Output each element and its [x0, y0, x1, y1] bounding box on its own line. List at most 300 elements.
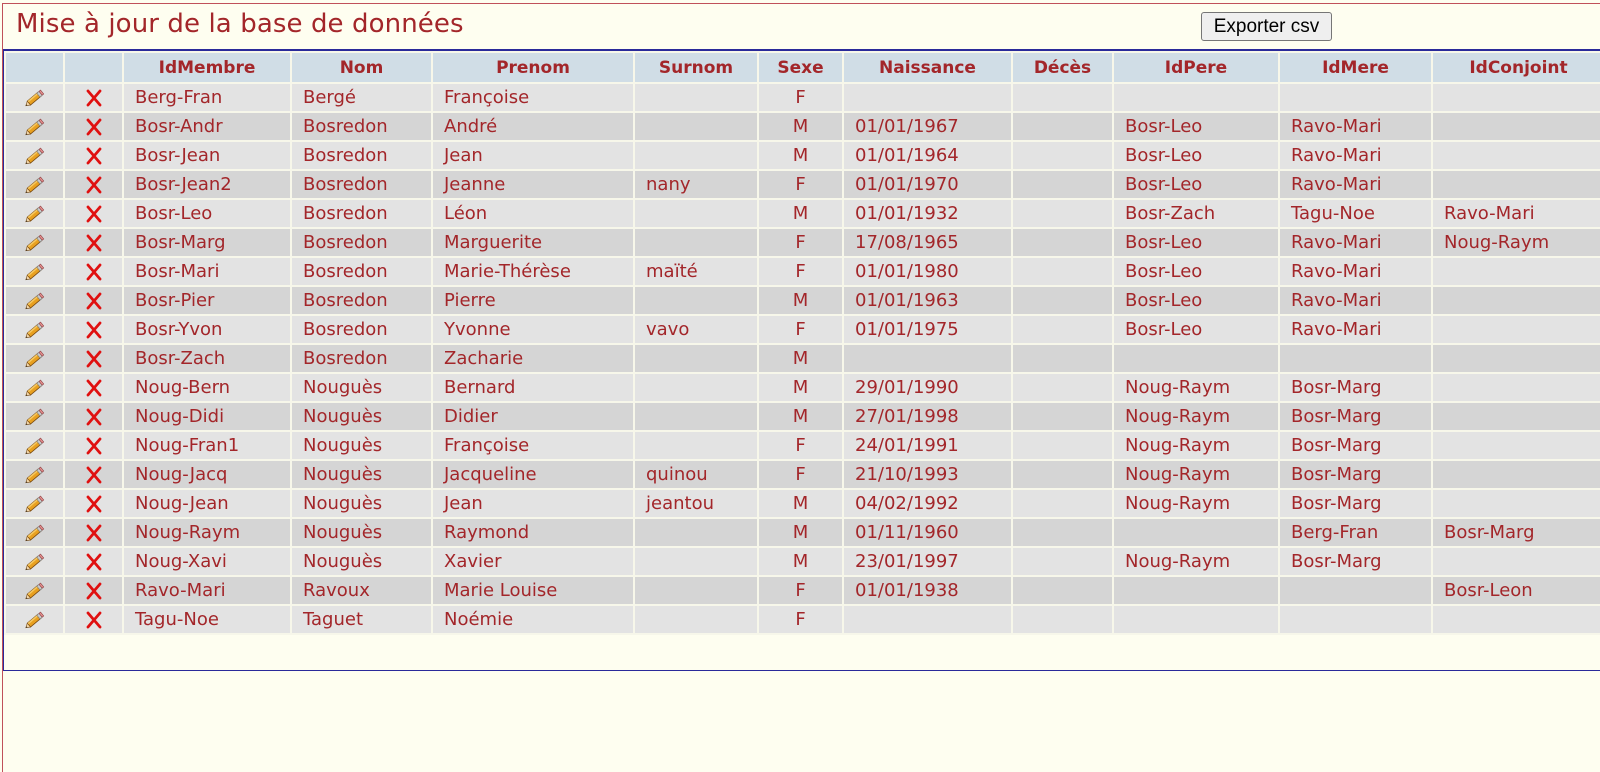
- idmembre-cell: Bosr-Jean: [123, 141, 291, 170]
- nom-cell: Bosredon: [291, 315, 432, 344]
- delete-cell: [64, 141, 123, 170]
- sexe-cell: F: [758, 315, 843, 344]
- idconjoint-cell: [1432, 83, 1600, 112]
- idmembre-cell: Noug-Fran1: [123, 431, 291, 460]
- sexe-cell: F: [758, 83, 843, 112]
- pencil-icon[interactable]: [24, 551, 46, 572]
- table-row: [5, 431, 1600, 460]
- idconjoint-cell: [1432, 431, 1600, 460]
- idpere-cell: Bosr-Leo: [1113, 228, 1279, 257]
- idmere-cell: [1279, 83, 1432, 112]
- prenom-cell: Jacqueline: [432, 460, 634, 489]
- nom-cell: Nouguès: [291, 518, 432, 547]
- pencil-icon[interactable]: [24, 609, 46, 630]
- idconjoint-cell: [1432, 112, 1600, 141]
- pencil-icon[interactable]: [24, 435, 46, 456]
- prenom-cell: Bernard: [432, 373, 634, 402]
- idpere-cell: Bosr-Zach: [1113, 199, 1279, 228]
- prenom-cell: André: [432, 112, 634, 141]
- edit-cell: [5, 518, 64, 547]
- surnom-header: Surnom: [634, 52, 758, 83]
- deces-cell: [1012, 547, 1113, 576]
- idmembre-cell: Bosr-Jean2: [123, 170, 291, 199]
- naissance-cell: 04/02/1992: [843, 489, 1012, 518]
- table-row: [5, 344, 1600, 373]
- delete-icon[interactable]: [84, 348, 104, 369]
- delete-icon[interactable]: [84, 174, 104, 195]
- edit-cell: [5, 286, 64, 315]
- table-row: [5, 199, 1600, 228]
- idpere-cell: [1113, 605, 1279, 634]
- deces-cell: [1012, 431, 1113, 460]
- surnom-cell: [634, 576, 758, 605]
- table-row: [5, 112, 1600, 141]
- prenom-cell: Jeanne: [432, 170, 634, 199]
- delete-icon[interactable]: [84, 609, 104, 630]
- edit-cell: [5, 460, 64, 489]
- pencil-icon[interactable]: [24, 580, 46, 601]
- edit-cell: [5, 83, 64, 112]
- sexe-cell: M: [758, 402, 843, 431]
- nom-cell: Nouguès: [291, 402, 432, 431]
- nom-cell: Taguet: [291, 605, 432, 634]
- delete-icon[interactable]: [84, 145, 104, 166]
- surnom-cell: nany: [634, 170, 758, 199]
- table-row: [5, 286, 1600, 315]
- idmembre-cell: Noug-Bern: [123, 373, 291, 402]
- naissance-cell: 01/01/1932: [843, 199, 1012, 228]
- naissance-cell: 23/01/1997: [843, 547, 1012, 576]
- table-row: [5, 605, 1600, 634]
- prenom-cell: Marguerite: [432, 228, 634, 257]
- sexe-cell: F: [758, 460, 843, 489]
- idpere-cell: Bosr-Leo: [1113, 170, 1279, 199]
- delete-column-header: [64, 52, 123, 83]
- idpere-cell: Bosr-Leo: [1113, 112, 1279, 141]
- sexe-cell: M: [758, 373, 843, 402]
- idconjoint-header: IdConjoint: [1432, 52, 1600, 83]
- nom-cell: Bosredon: [291, 257, 432, 286]
- surnom-cell: jeantou: [634, 489, 758, 518]
- sexe-cell: M: [758, 112, 843, 141]
- table-row: [5, 228, 1600, 257]
- table-row: [5, 141, 1600, 170]
- table-row: [5, 170, 1600, 199]
- idconjoint-cell: Bosr-Leon: [1432, 576, 1600, 605]
- idpere-cell: Bosr-Leo: [1113, 141, 1279, 170]
- delete-icon[interactable]: [84, 87, 104, 108]
- deces-cell: [1012, 286, 1113, 315]
- delete-cell: [64, 112, 123, 141]
- naissance-cell: 27/01/1998: [843, 402, 1012, 431]
- sexe-cell: M: [758, 489, 843, 518]
- delete-cell: [64, 228, 123, 257]
- idpere-cell: Bosr-Leo: [1113, 286, 1279, 315]
- surnom-cell: [634, 199, 758, 228]
- table-header-row: [5, 52, 1600, 83]
- pencil-icon[interactable]: [24, 464, 46, 485]
- idpere-cell: Noug-Raym: [1113, 373, 1279, 402]
- edit-column-header: [5, 52, 64, 83]
- prenom-cell: Françoise: [432, 83, 634, 112]
- delete-cell: [64, 373, 123, 402]
- idconjoint-cell: [1432, 170, 1600, 199]
- sexe-cell: F: [758, 170, 843, 199]
- surnom-cell: [634, 286, 758, 315]
- edit-cell: [5, 199, 64, 228]
- pencil-icon[interactable]: [24, 261, 46, 282]
- idconjoint-cell: [1432, 460, 1600, 489]
- deces-cell: [1012, 518, 1113, 547]
- delete-cell: [64, 344, 123, 373]
- idmere-cell: Tagu-Noe: [1279, 199, 1432, 228]
- sexe-cell: M: [758, 199, 843, 228]
- delete-icon[interactable]: [84, 232, 104, 253]
- deces-cell: [1012, 228, 1113, 257]
- edit-cell: [5, 605, 64, 634]
- idmere-header: IdMere: [1279, 52, 1432, 83]
- table-row: [5, 576, 1600, 605]
- prenom-cell: Jean: [432, 489, 634, 518]
- delete-icon[interactable]: [84, 203, 104, 224]
- idmere-cell: Bosr-Marg: [1279, 460, 1432, 489]
- delete-icon[interactable]: [84, 261, 104, 282]
- idconjoint-cell: [1432, 489, 1600, 518]
- naissance-cell: [843, 344, 1012, 373]
- sexe-cell: M: [758, 286, 843, 315]
- idmere-cell: Bosr-Marg: [1279, 489, 1432, 518]
- idconjoint-cell: [1432, 141, 1600, 170]
- idmembre-cell: Bosr-Zach: [123, 344, 291, 373]
- deces-cell: [1012, 83, 1113, 112]
- naissance-cell: 21/10/1993: [843, 460, 1012, 489]
- idpere-header: IdPere: [1113, 52, 1279, 83]
- table-row: [5, 460, 1600, 489]
- delete-icon[interactable]: [84, 551, 104, 572]
- delete-icon[interactable]: [84, 435, 104, 456]
- surnom-cell: [634, 605, 758, 634]
- table-row: [5, 373, 1600, 402]
- idmembre-cell: Noug-Xavi: [123, 547, 291, 576]
- idmembre-cell: Noug-Jean: [123, 489, 291, 518]
- idmembre-cell: Bosr-Leo: [123, 199, 291, 228]
- nom-cell: Bosredon: [291, 286, 432, 315]
- idpere-cell: Noug-Raym: [1113, 489, 1279, 518]
- edit-cell: [5, 576, 64, 605]
- sexe-cell: M: [758, 344, 843, 373]
- delete-icon[interactable]: [84, 522, 104, 543]
- naissance-cell: 17/08/1965: [843, 228, 1012, 257]
- deces-cell: [1012, 373, 1113, 402]
- deces-cell: [1012, 402, 1113, 431]
- edit-cell: [5, 344, 64, 373]
- idpere-cell: Noug-Raym: [1113, 460, 1279, 489]
- naissance-cell: 01/11/1960: [843, 518, 1012, 547]
- idmere-cell: Ravo-Mari: [1279, 170, 1432, 199]
- nom-cell: Nouguès: [291, 547, 432, 576]
- delete-icon[interactable]: [84, 493, 104, 514]
- prenom-cell: Yvonne: [432, 315, 634, 344]
- surnom-cell: [634, 373, 758, 402]
- prenom-cell: Didier: [432, 402, 634, 431]
- nom-cell: Nouguès: [291, 373, 432, 402]
- idmere-cell: Ravo-Mari: [1279, 141, 1432, 170]
- page-title: Mise à jour de la base de données: [16, 9, 464, 39]
- idmere-cell: [1279, 344, 1432, 373]
- delete-icon[interactable]: [84, 290, 104, 311]
- nom-cell: Nouguès: [291, 431, 432, 460]
- idmembre-cell: Tagu-Noe: [123, 605, 291, 634]
- naissance-cell: 01/01/1970: [843, 170, 1012, 199]
- sexe-cell: M: [758, 547, 843, 576]
- nom-cell: Bosredon: [291, 141, 432, 170]
- idmere-cell: Bosr-Marg: [1279, 547, 1432, 576]
- idmembre-cell: Noug-Jacq: [123, 460, 291, 489]
- naissance-cell: 01/01/1975: [843, 315, 1012, 344]
- delete-cell: [64, 199, 123, 228]
- nom-cell: Bosredon: [291, 170, 432, 199]
- delete-cell: [64, 402, 123, 431]
- sexe-header: Sexe: [758, 52, 843, 83]
- pencil-icon[interactable]: [24, 174, 46, 195]
- prenom-cell: Françoise: [432, 431, 634, 460]
- sexe-cell: F: [758, 431, 843, 460]
- delete-cell: [64, 576, 123, 605]
- idmere-cell: Bosr-Marg: [1279, 373, 1432, 402]
- pencil-icon[interactable]: [24, 203, 46, 224]
- idconjoint-cell: [1432, 315, 1600, 344]
- idmere-cell: Berg-Fran: [1279, 518, 1432, 547]
- deces-header: Décès: [1012, 52, 1113, 83]
- idmere-cell: Bosr-Marg: [1279, 402, 1432, 431]
- sexe-cell: M: [758, 518, 843, 547]
- delete-cell: [64, 315, 123, 344]
- idpere-cell: [1113, 576, 1279, 605]
- deces-cell: [1012, 315, 1113, 344]
- members-table: [4, 51, 1600, 635]
- prenom-cell: Noémie: [432, 605, 634, 634]
- idpere-cell: Noug-Raym: [1113, 547, 1279, 576]
- delete-icon[interactable]: [84, 319, 104, 340]
- naissance-header: Naissance: [843, 52, 1012, 83]
- delete-icon[interactable]: [84, 406, 104, 427]
- nom-cell: Bosredon: [291, 199, 432, 228]
- table-row: [5, 518, 1600, 547]
- delete-cell: [64, 547, 123, 576]
- nom-cell: Nouguès: [291, 489, 432, 518]
- idconjoint-cell: Bosr-Marg: [1432, 518, 1600, 547]
- deces-cell: [1012, 170, 1113, 199]
- sexe-cell: F: [758, 576, 843, 605]
- pencil-icon[interactable]: [24, 522, 46, 543]
- idconjoint-cell: [1432, 547, 1600, 576]
- idmembre-cell: Bosr-Andr: [123, 112, 291, 141]
- naissance-cell: 01/01/1938: [843, 576, 1012, 605]
- nom-cell: Bosredon: [291, 228, 432, 257]
- naissance-cell: 01/01/1963: [843, 286, 1012, 315]
- sexe-cell: F: [758, 605, 843, 634]
- table-row: [5, 83, 1600, 112]
- naissance-cell: [843, 83, 1012, 112]
- surnom-cell: [634, 402, 758, 431]
- nom-header: Nom: [291, 52, 432, 83]
- idpere-cell: [1113, 344, 1279, 373]
- surnom-cell: [634, 518, 758, 547]
- idconjoint-cell: Noug-Raym: [1432, 228, 1600, 257]
- idconjoint-cell: [1432, 257, 1600, 286]
- deces-cell: [1012, 576, 1113, 605]
- delete-cell: [64, 605, 123, 634]
- sexe-cell: M: [758, 141, 843, 170]
- delete-icon[interactable]: [84, 580, 104, 601]
- pencil-icon[interactable]: [24, 145, 46, 166]
- delete-icon[interactable]: [84, 464, 104, 485]
- pencil-icon[interactable]: [24, 87, 46, 108]
- idmembre-cell: Bosr-Mari: [123, 257, 291, 286]
- idconjoint-cell: [1432, 605, 1600, 634]
- table-row: [5, 402, 1600, 431]
- naissance-cell: 01/01/1967: [843, 112, 1012, 141]
- delete-cell: [64, 518, 123, 547]
- prenom-cell: Jean: [432, 141, 634, 170]
- idmembre-cell: Bosr-Marg: [123, 228, 291, 257]
- edit-cell: [5, 402, 64, 431]
- deces-cell: [1012, 257, 1113, 286]
- delete-icon[interactable]: [84, 377, 104, 398]
- idconjoint-cell: [1432, 373, 1600, 402]
- sexe-cell: F: [758, 257, 843, 286]
- surnom-cell: [634, 228, 758, 257]
- prenom-cell: Raymond: [432, 518, 634, 547]
- surnom-cell: [634, 83, 758, 112]
- delete-cell: [64, 460, 123, 489]
- edit-cell: [5, 489, 64, 518]
- table-body: [5, 83, 1600, 634]
- prenom-cell: Marie-Thérèse: [432, 257, 634, 286]
- idconjoint-cell: [1432, 286, 1600, 315]
- delete-icon[interactable]: [84, 116, 104, 137]
- edit-cell: [5, 373, 64, 402]
- pencil-icon[interactable]: [24, 319, 46, 340]
- idmere-cell: Ravo-Mari: [1279, 315, 1432, 344]
- edit-cell: [5, 257, 64, 286]
- delete-cell: [64, 431, 123, 460]
- edit-cell: [5, 141, 64, 170]
- pencil-icon[interactable]: [24, 406, 46, 427]
- surnom-cell: [634, 431, 758, 460]
- table-row: [5, 315, 1600, 344]
- naissance-cell: 24/01/1991: [843, 431, 1012, 460]
- deces-cell: [1012, 112, 1113, 141]
- idpere-cell: Bosr-Leo: [1113, 315, 1279, 344]
- idmembre-cell: Noug-Didi: [123, 402, 291, 431]
- prenom-cell: Xavier: [432, 547, 634, 576]
- idmere-cell: Ravo-Mari: [1279, 257, 1432, 286]
- edit-cell: [5, 112, 64, 141]
- nom-cell: Bosredon: [291, 112, 432, 141]
- idpere-cell: Noug-Raym: [1113, 402, 1279, 431]
- pencil-icon[interactable]: [24, 290, 46, 311]
- idmembre-header: IdMembre: [123, 52, 291, 83]
- idmere-cell: [1279, 576, 1432, 605]
- surnom-cell: [634, 344, 758, 373]
- pencil-icon[interactable]: [24, 377, 46, 398]
- deces-cell: [1012, 344, 1113, 373]
- delete-cell: [64, 286, 123, 315]
- idmembre-cell: Ravo-Mari: [123, 576, 291, 605]
- nom-cell: Bosredon: [291, 344, 432, 373]
- nom-cell: Ravoux: [291, 576, 432, 605]
- surnom-cell: maïté: [634, 257, 758, 286]
- members-table-container: [3, 49, 1600, 671]
- export-csv-button[interactable]: Exporter csv: [1201, 12, 1332, 41]
- deces-cell: [1012, 605, 1113, 634]
- idmere-cell: [1279, 605, 1432, 634]
- table-row: [5, 489, 1600, 518]
- idmere-cell: Ravo-Mari: [1279, 112, 1432, 141]
- delete-cell: [64, 257, 123, 286]
- deces-cell: [1012, 460, 1113, 489]
- table-row: [5, 547, 1600, 576]
- prenom-cell: Zacharie: [432, 344, 634, 373]
- delete-cell: [64, 83, 123, 112]
- deces-cell: [1012, 141, 1113, 170]
- naissance-cell: 29/01/1990: [843, 373, 1012, 402]
- deces-cell: [1012, 489, 1113, 518]
- edit-cell: [5, 170, 64, 199]
- pencil-icon[interactable]: [24, 493, 46, 514]
- sexe-cell: F: [758, 228, 843, 257]
- surnom-cell: [634, 547, 758, 576]
- delete-cell: [64, 489, 123, 518]
- idmembre-cell: Bosr-Pier: [123, 286, 291, 315]
- edit-cell: [5, 315, 64, 344]
- surnom-cell: [634, 141, 758, 170]
- naissance-cell: [843, 605, 1012, 634]
- idmere-cell: Ravo-Mari: [1279, 286, 1432, 315]
- surnom-cell: quinou: [634, 460, 758, 489]
- nom-cell: Bergé: [291, 83, 432, 112]
- surnom-cell: [634, 112, 758, 141]
- naissance-cell: 01/01/1964: [843, 141, 1012, 170]
- idconjoint-cell: [1432, 402, 1600, 431]
- idmembre-cell: Bosr-Yvon: [123, 315, 291, 344]
- prenom-cell: Marie Louise: [432, 576, 634, 605]
- idmere-cell: Ravo-Mari: [1279, 228, 1432, 257]
- prenom-cell: Léon: [432, 199, 634, 228]
- idmembre-cell: Noug-Raym: [123, 518, 291, 547]
- table-row: [5, 257, 1600, 286]
- idmembre-cell: Berg-Fran: [123, 83, 291, 112]
- naissance-cell: 01/01/1980: [843, 257, 1012, 286]
- deces-cell: [1012, 199, 1113, 228]
- edit-cell: [5, 228, 64, 257]
- pencil-icon[interactable]: [24, 232, 46, 253]
- idconjoint-cell: Ravo-Mari: [1432, 199, 1600, 228]
- idpere-cell: [1113, 83, 1279, 112]
- pencil-icon[interactable]: [24, 116, 46, 137]
- idconjoint-cell: [1432, 344, 1600, 373]
- edit-cell: [5, 431, 64, 460]
- pencil-icon[interactable]: [24, 348, 46, 369]
- idmere-cell: Bosr-Marg: [1279, 431, 1432, 460]
- idpere-cell: [1113, 518, 1279, 547]
- prenom-cell: Pierre: [432, 286, 634, 315]
- nom-cell: Nouguès: [291, 460, 432, 489]
- idpere-cell: Noug-Raym: [1113, 431, 1279, 460]
- idpere-cell: Bosr-Leo: [1113, 257, 1279, 286]
- delete-cell: [64, 170, 123, 199]
